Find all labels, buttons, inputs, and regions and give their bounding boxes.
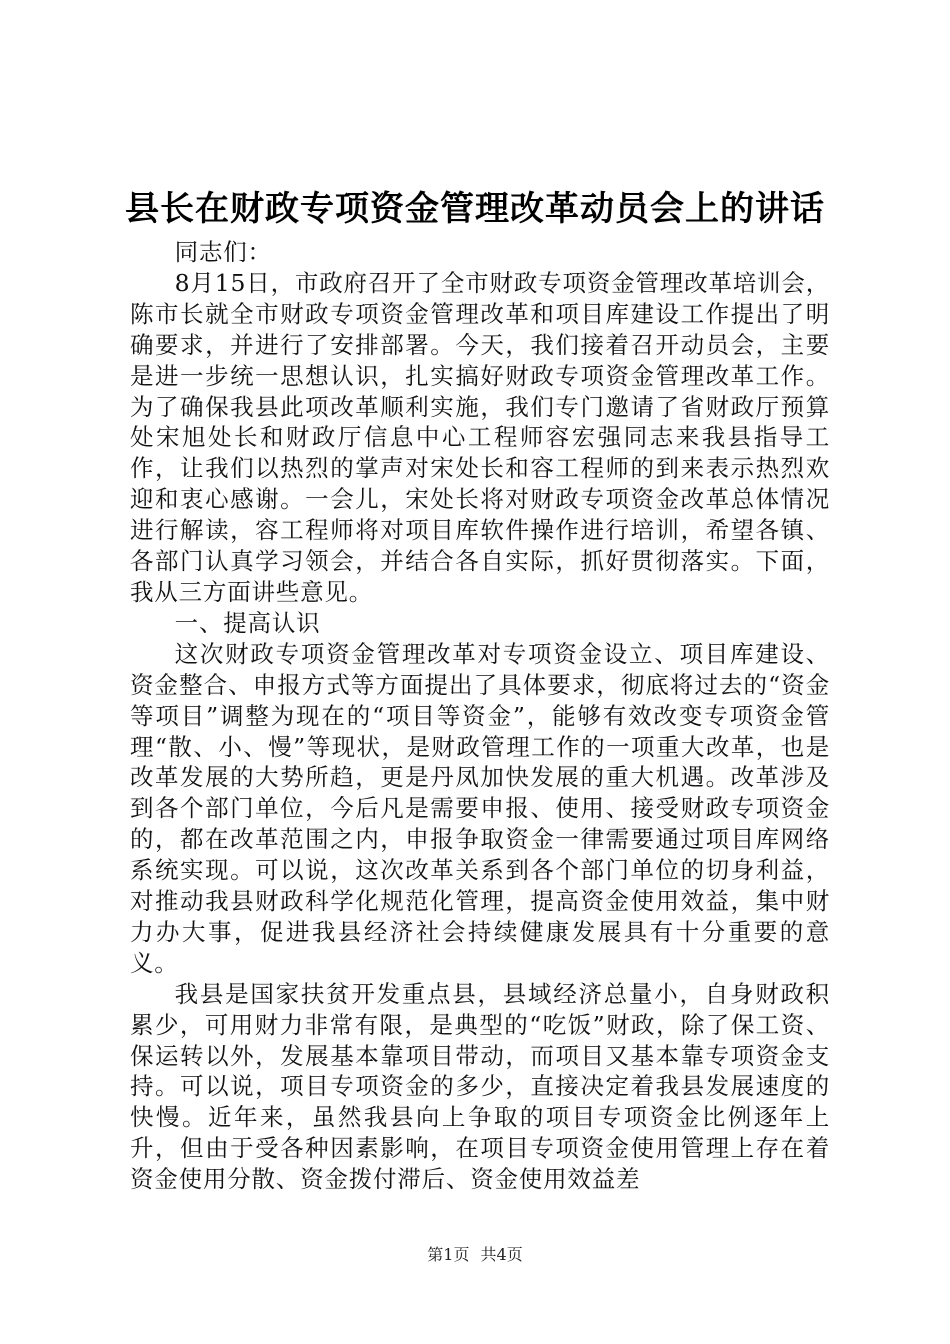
body-paragraph: 我县是国家扶贫开发重点县，县域经济总量小，自身财政积累少，可用财力非常有限，是典型的“吃饭”财政，除了保工资、保运转以外，发展基本靠项目带动，而项目又基本靠专项资金支持。可以说，项目专项资金的多少，直接决定着我县发展速度的快慢。近年来，虽然我县向上争取的项目专项资金比例逐年上升，但由于受各种因素影响，在项目专项资金使用管理上存在着资金使用分散、资金拨付滞后、资金使用效益差 — [130, 979, 830, 1194]
document-title: 县长在财政专项资金管理改革动员会上的讲话 — [125, 189, 825, 229]
document-body — [130, 237, 830, 1195]
page-total: 共4页 — [480, 1245, 523, 1264]
body-paragraph: 这次财政专项资金管理改革对专项资金设立、项目库建设、资金整合、申报方式等方面提出了具体要求，彻底将过去的“资金等项目”调整为现在的“项目等资金”，能够有效改变专项资金管理“散、小、慢”等现状，是财政管理工作的一项重大改革，也是改革发展的大势所趋，更是丹凤加快发展的重大机遇。改革涉及到各个部门单位，今后凡是需要申报、使用、接受财政专项资金的，都在改革范围之内，申报争取资金一律需要通过项目库网络系统实现。可以说，这次改革关系到各个部门单位的切身利益，对推动我县财政科学化规范化管理，提高资金使用效益，集中财力办大事，促进我县经济社会持续健康发展具有十分重要的意义。 — [130, 639, 830, 977]
section-heading: 一、提高认识 — [174, 608, 321, 637]
page-number: 第1页 — [427, 1245, 470, 1264]
body-paragraph: 8月15日，市政府召开了全市财政专项资金管理改革培训会，陈市长就全市财政专项资金管理改革和项目库建设工作提出了明确要求，并进行了安排部署。今天，我们接着召开动员会，主要是进一步统一思想认识，扎实搞好财政专项资金管理改革工作。为了确保我县此项改革顺利实施，我们专门邀请了省财政厅预算处宋旭处长和财政厅信息中心工程师容宏强同志来我县指导工作，让我们以热烈的掌声对宋处长和容工程师的到来表示热烈欢迎和衷心感谢。一会儿，宋处长将对财政专项资金改革总体情况进行解读，容工程师将对项目库软件操作进行培训，希望各镇、各部门认真学习领会，并结合各自实际，抓好贯彻落实。下面，我从三方面讲些意见。 — [130, 268, 830, 606]
page-footer — [0, 1244, 950, 1266]
salutation-paragraph: 同志们： — [174, 238, 272, 266]
